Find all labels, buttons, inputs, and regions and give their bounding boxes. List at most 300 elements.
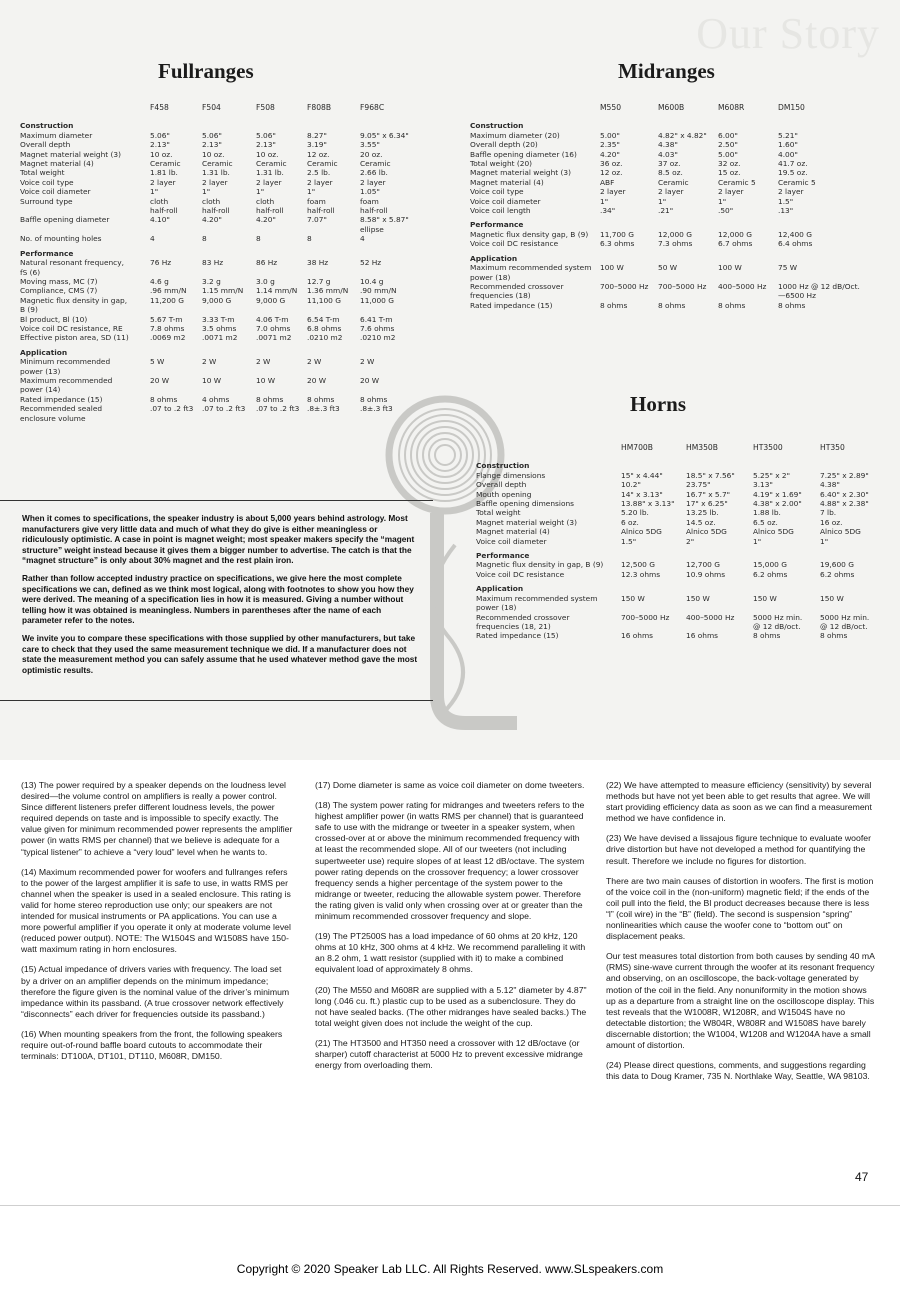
spec-value: 2 layer — [150, 177, 176, 187]
section-row — [470, 116, 890, 130]
model-column-header: F458 — [150, 103, 169, 112]
spec-value: Alnico 5DG — [820, 527, 861, 537]
spec-value: 2 layer — [360, 177, 386, 187]
spec-value: 18.5" x 7.56" — [686, 470, 735, 480]
spec-label: Magnet material (4) — [476, 527, 550, 537]
spec-value: 8 ohms — [360, 394, 388, 404]
spec-value: 5.67 T-m — [150, 314, 183, 324]
spec-row — [20, 168, 440, 177]
spec-value: 8 ohms — [658, 300, 686, 310]
spec-label: Voice coil length — [470, 206, 531, 216]
spec-value: 1.60" — [778, 140, 798, 150]
spec-label: Mouth opening — [476, 489, 532, 499]
spec-value: .90 mm/N — [360, 286, 397, 296]
section-row — [476, 579, 894, 593]
notes-column-1 — [21, 780, 293, 1071]
footnote-paragraph: (22) We have attempted to measure efficiency (sensitivity) by several methods but have not yet been able to get results that agree. We will start providing efficiency data as soon as we can find a measurement method we have confidence in. — [606, 780, 872, 824]
spec-value: 76 Hz — [150, 258, 172, 268]
spec-value: 4.6 g — [150, 276, 169, 286]
spec-value: cloth half-roll — [256, 196, 284, 216]
spec-value: 4.38" — [820, 480, 840, 490]
spec-value: 2 W — [202, 357, 217, 367]
spec-value: 4 — [360, 234, 365, 244]
spec-value: 6.5 oz. — [753, 517, 778, 527]
spec-label: Bl product, Bl (10) — [20, 314, 88, 324]
spec-value: 10 oz. — [202, 149, 225, 159]
spec-value: 6.40" x 2.30" — [820, 489, 869, 499]
spec-value: 7.6 ohms — [360, 323, 395, 333]
spec-value: 7.3 ohms — [658, 239, 693, 249]
spec-value: cloth half-roll — [202, 196, 230, 216]
spec-value: 12,700 G — [686, 560, 720, 570]
spec-value: 5.25" x 2" — [753, 470, 791, 480]
spec-label: Voice coil diameter — [20, 187, 91, 197]
spec-value: 5.06" — [202, 130, 222, 140]
spec-value: Ceramic — [360, 159, 391, 169]
spec-value: 9.05" x 6.34" — [360, 130, 409, 140]
spec-value: Ceramic — [150, 159, 181, 169]
spec-label: Overall depth — [20, 140, 71, 150]
header-spacer — [470, 103, 600, 116]
spec-value: .8±.3 ft3 — [307, 404, 340, 414]
spec-value: 23.75" — [686, 480, 711, 490]
spec-row — [20, 187, 440, 196]
spec-value: 100 W — [600, 263, 624, 273]
spec-row — [20, 258, 440, 277]
spec-value: .8±.3 ft3 — [360, 404, 393, 414]
spec-value: foam half-roll — [360, 196, 388, 216]
spec-value: 10 oz. — [256, 149, 279, 159]
spec-value: 8.5 oz. — [658, 168, 683, 178]
model-column-header: F808B — [307, 103, 332, 112]
spec-value: 6.3 ohms — [600, 239, 635, 249]
spec-label: Magnetic flux density gap, B (9) — [470, 229, 589, 239]
spec-value: .07 to .2 ft3 — [202, 404, 246, 414]
horns-title: Horns — [630, 392, 687, 416]
spec-label: Magnet material weight (3) — [476, 517, 578, 527]
spec-label: Surround type — [20, 196, 73, 206]
spec-value: 8.27" — [307, 130, 327, 140]
model-column-header: F968C — [360, 103, 385, 112]
spec-value: 10.2" — [621, 480, 641, 490]
spec-value: 2.13" — [150, 140, 170, 150]
spec-value: 2 layer — [202, 177, 228, 187]
spec-label: Baffle opening diameter — [20, 215, 110, 225]
spec-row — [20, 159, 440, 168]
spec-row — [20, 324, 440, 333]
model-column-header: M550 — [600, 103, 622, 112]
spec-row — [20, 333, 440, 342]
spec-value: 6.2 ohms — [753, 569, 788, 579]
footnote-paragraph: (18) The system power rating for midranges and tweeters refers to the highest amplifier power (in watts RMS per channel) that is guaranteed safe to use with the midrange or tweeter in a speaker system, when crossed-over at or above the minimum recommended frequency with at least the recommended slope. All of our tweeters (not including supertweeter use) require slopes of at least 12 dB/octave. The system power rating depends on the crossover frequency; a lower crossover frequency sends a higher percentage of the system power to the midrange or tweeter, reducing the allowable system power. Therefore the rating given is valid only when crossing over at or greater than the minimum recommended crossover frequency and slope. — [315, 800, 585, 922]
spec-value: 4.88" x 2.38" — [820, 499, 869, 509]
spec-value: 36 oz. — [600, 159, 623, 169]
spec-value: 7.8 ohms — [150, 323, 185, 333]
spec-value: 1.88 lb. — [753, 508, 781, 518]
spec-value: 1" — [658, 196, 667, 206]
spec-value: 2.66 lb. — [360, 168, 388, 178]
spec-label: Natural resonant frequency, fS (6) — [20, 258, 124, 277]
spec-value: 1.31 lb. — [202, 168, 230, 178]
spec-row — [476, 508, 894, 517]
model-column-header: HT350 — [820, 443, 845, 452]
spec-value: 1" — [718, 196, 727, 206]
spec-label: Recommended crossover frequencies (18, 21) — [476, 612, 570, 631]
spec-value: 700–5000 Hz — [600, 281, 649, 291]
spec-value: 17" x 6.25" — [686, 499, 728, 509]
spec-value: 3.13" — [753, 480, 773, 490]
spec-value: .0071 m2 — [202, 333, 238, 343]
spec-value: 1.14 mm/N — [256, 286, 298, 296]
section-heading: Application — [476, 584, 524, 594]
spec-value: 16 ohms — [686, 631, 719, 641]
footnote-paragraph: Our test measures total distortion from both causes by sending 40 mA (RMS) sine-wave current through the woofer at its resonant frequency and observing, on an oscilloscope, the back-voltage generated by motion of the coil in the field. Any nonuniformity in the motion shows up as a departure from a straight line on the oscilloscope display. This test reveals that the W1008R, W1208R, and W1504S have no detectable distortion; the W804R, W808R and W1508S have barely discernable distortion; the W1004, W1208 and W1204A have a small amount of distortion. — [606, 951, 875, 1050]
spec-label: Magnetic flux density in gap, B (9) — [20, 295, 128, 315]
spec-value: 5 W — [150, 357, 165, 367]
spec-label: Voice coil DC resistance, RE — [20, 323, 123, 333]
spec-label: Magnet material weight (3) — [470, 168, 572, 178]
spec-row — [470, 159, 890, 168]
spec-label: Voice coil type — [470, 187, 524, 197]
spec-value: 10.9 ohms — [686, 569, 726, 579]
spec-value: 12,400 G — [778, 229, 812, 239]
spec-value: 8 — [307, 234, 312, 244]
spec-value: 8 ohms — [718, 300, 746, 310]
ghost-title: Our Story — [696, 9, 880, 58]
footnote-paragraph: (23) We have devised a lissajous figure technique to evaluate woofer drive distortion but have not developed a method for quantifying the result. Therefore we include no figures for distortion. — [606, 833, 871, 866]
spec-value: 4.10" — [150, 215, 170, 225]
spec-value: 100 W — [718, 263, 742, 273]
spec-label: Baffle opening dimensions — [476, 499, 574, 509]
model-column-header: M600B — [658, 103, 685, 112]
spec-label: Recommended sealed enclosure volume — [20, 404, 103, 423]
spec-value: 32 oz. — [718, 159, 741, 169]
spec-value: 11,100 G — [307, 295, 341, 305]
spec-value: 8 ohms — [307, 394, 335, 404]
spec-row — [476, 527, 894, 536]
spec-label: Magnet material (4) — [470, 177, 544, 187]
spec-row — [20, 150, 440, 159]
spec-value: 2 layer — [256, 177, 282, 187]
spec-value: 1" — [150, 187, 159, 197]
section-row — [476, 546, 894, 560]
spec-value: 1.5" — [621, 536, 637, 546]
spec-value: 20 W — [360, 375, 380, 385]
spec-value: 5.06" — [256, 130, 276, 140]
spec-value: 2.35" — [600, 140, 620, 150]
spec-label: Magnetic flux density in gap, B (9) — [476, 560, 604, 570]
spec-value: 8 ohms — [256, 394, 284, 404]
spec-value: ABF — [600, 177, 615, 187]
page-number: 47 — [855, 1170, 869, 1184]
spec-value: 9,000 G — [256, 295, 286, 305]
spec-value: 400–5000 Hz — [686, 612, 735, 622]
spec-value: 11,200 G — [150, 295, 184, 305]
spec-value: 14" x 3.13" — [621, 489, 663, 499]
spec-label: Maximum diameter — [20, 130, 93, 140]
section-heading: Performance — [470, 220, 524, 230]
spec-value: 2.5 lb. — [307, 168, 331, 178]
spec-label: Total weight — [20, 168, 65, 178]
spec-value: 10 W — [256, 375, 276, 385]
spec-value: Ceramic — [658, 177, 689, 187]
spec-row — [476, 537, 894, 546]
spec-value: 4.00" — [778, 149, 798, 159]
spec-value: 8 ohms — [820, 631, 848, 641]
spec-value: 7.07" — [307, 215, 327, 225]
spec-row — [470, 168, 890, 177]
spec-value: 20 oz. — [360, 149, 383, 159]
spec-value: 10 oz. — [150, 149, 173, 159]
spec-value: Alnico 5DG — [621, 527, 662, 537]
spec-value: 2 W — [360, 357, 375, 367]
spec-row — [20, 315, 440, 324]
spec-row — [476, 490, 894, 499]
spec-value: 12 oz. — [307, 149, 330, 159]
spec-value: .96 mm/N — [150, 286, 187, 296]
spec-label: Total weight (20) — [470, 159, 533, 169]
spec-label: Voice coil DC resistance — [470, 239, 559, 249]
notes-column-3 — [606, 780, 878, 1091]
spec-label: Overall depth — [476, 480, 527, 490]
spec-value: 83 Hz — [202, 258, 224, 268]
spec-value: 12,000 G — [718, 229, 752, 239]
spec-value: 150 W — [820, 593, 844, 603]
spec-row — [20, 357, 440, 376]
spec-value: 12,000 G — [658, 229, 692, 239]
spec-value: 150 W — [753, 593, 777, 603]
spec-row — [470, 178, 890, 187]
spec-row — [470, 187, 890, 196]
spec-value: 1" — [307, 187, 316, 197]
spec-value: 1" — [753, 536, 762, 546]
spec-value: Ceramic 5 — [778, 177, 816, 187]
spec-row — [470, 230, 890, 239]
spec-value: 2 layer — [600, 187, 626, 197]
footnote-paragraph: (19) The PT2500S has a load impedance of 60 ohms at 20 kHz, 120 ohms at 10 kHz, 300 ohms at 4 kHz. We recommend paralleling it with an 8.2 ohm, 1 watt resistor (supplied with it) to make a combined equivalent load of approximately 8 ohms. — [315, 931, 586, 975]
spec-label: Voice coil DC resistance — [476, 569, 565, 579]
spec-row — [470, 263, 890, 282]
spec-value: 16.7" x 5.7" — [686, 489, 731, 499]
spec-value: 15 oz. — [718, 168, 741, 178]
spec-label: Rated impedance (15) — [476, 631, 559, 641]
spec-value: 4.20" — [600, 149, 620, 159]
footnote-paragraph: There are two main causes of distortion in woofers. The first is motion of the voice coil in the (non-uniform) magnetic field; if the ends of the coil pull into the field, the Bl product decreases because there is less “l” (coil wire) in the “B” (field). The second is suspension “spring” nonlinearities which cause the woofer cone to “bottom out” on displacement peaks. — [606, 875, 874, 942]
spec-value: 10 W — [202, 375, 222, 385]
section-heading: Application — [20, 347, 68, 357]
spec-value: 8 ohms — [753, 631, 781, 641]
footer-rule — [0, 1205, 900, 1206]
spec-value: Ceramic 5 — [718, 177, 756, 187]
spec-value: .50" — [718, 206, 734, 216]
spec-value: 1.81 lb. — [150, 168, 178, 178]
spec-value: .34" — [600, 206, 616, 216]
spec-value: 3.55" — [360, 140, 380, 150]
spec-value: 6.8 ohms — [307, 323, 342, 333]
intro-paragraph: We invite you to compare these specifications with those supplied by other manufacturers, but take care to check that they used the same measurement technique we did. If a manufacturer does not state the measurement method you can safely assume that he used whatever method gave the most optimistic results. — [22, 632, 418, 675]
spec-row — [20, 215, 440, 234]
spec-value: 5.06" — [150, 130, 170, 140]
spec-row — [476, 471, 894, 480]
spec-value: Alnico 5DG — [686, 527, 727, 537]
spec-value: 4.06 T-m — [256, 314, 289, 324]
spec-value: 2 W — [256, 357, 271, 367]
spec-value: 1.05" — [360, 187, 380, 197]
spec-row — [20, 376, 440, 395]
spec-value: 38 Hz — [307, 258, 329, 268]
spec-row — [20, 140, 440, 149]
spec-value: 4.20" — [202, 215, 222, 225]
spec-row — [476, 518, 894, 527]
spec-value: 6.4 ohms — [778, 239, 813, 249]
model-column-header: HM700B — [621, 443, 653, 452]
spec-value: Ceramic — [202, 159, 233, 169]
spec-value: Ceramic — [307, 159, 338, 169]
spec-value: 11,700 G — [600, 229, 634, 239]
spec-value: 3.33 T-m — [202, 314, 235, 324]
spec-value: .21" — [658, 206, 674, 216]
spec-value: 86 Hz — [256, 258, 278, 268]
spec-label: Maximum diameter (20) — [470, 130, 560, 140]
section-heading: Application — [470, 253, 518, 263]
spec-value: 6.2 ohms — [820, 569, 855, 579]
intro-top-rule — [0, 500, 433, 501]
spec-label: Moving mass, MC (7) — [20, 276, 98, 286]
spec-label: Voice coil type — [20, 177, 74, 187]
spec-row — [20, 131, 440, 140]
intro-text — [22, 513, 422, 682]
spec-value: 150 W — [686, 593, 710, 603]
header-spacer — [20, 103, 150, 116]
model-column-header: HT3500 — [753, 443, 783, 452]
spec-value: 41.7 oz. — [778, 159, 808, 169]
spec-value: 37 oz. — [658, 159, 681, 169]
model-column-header: DM150 — [778, 103, 805, 112]
spec-label: Voice coil diameter — [476, 536, 547, 546]
spec-label: Flange dimensions — [476, 470, 546, 480]
spec-value: 6.00" — [718, 130, 738, 140]
spec-value: 1" — [820, 536, 829, 546]
spec-value: 8 — [202, 234, 207, 244]
spec-row — [20, 296, 440, 315]
spec-label: Rated impedance (15) — [470, 300, 553, 310]
fullranges-spec-table — [20, 103, 440, 423]
intro-bottom-rule — [0, 700, 433, 701]
spec-value: 1" — [256, 187, 265, 197]
spec-row — [476, 594, 894, 613]
spec-value: 150 W — [621, 593, 645, 603]
spec-value: .13" — [778, 206, 794, 216]
spec-value: 7.0 ohms — [256, 323, 291, 333]
spec-value: .0210 m2 — [360, 333, 396, 343]
intro-paragraph: Rather than follow accepted industry practice on specifications, we give here the most complete specifications we can, defined as we think most logical, along with footnotes to show you how they were derived. The meaning of a specification lies in how it is measured. Giving a number without telling how it was obtained is meaningless. Numbers in parentheses after the name of each parameter refer to the notes. — [22, 572, 414, 626]
footnote-paragraph: (16) When mounting speakers from the front, the following speakers require out-of-round baffle board cutouts to accommodate their terminals: DT100A, DT101, DT110, M608R, DM150. — [21, 1028, 283, 1062]
spec-value: 8 — [256, 234, 261, 244]
spec-row — [470, 206, 890, 215]
spec-value: 4.03" — [658, 149, 678, 159]
midranges-title: Midranges — [618, 59, 715, 83]
spec-value: 3.19" — [307, 140, 327, 150]
section-row — [470, 249, 890, 263]
spec-value: 1.31 lb. — [256, 168, 284, 178]
spec-label: Total weight — [476, 508, 521, 518]
spec-value: 2.50" — [718, 140, 738, 150]
model-column-header: F504 — [202, 103, 221, 112]
spec-value: 15,000 G — [753, 560, 787, 570]
spec-value: 2 layer — [718, 187, 744, 197]
spec-label: Voice coil diameter — [470, 196, 541, 206]
spec-value: 4.38" — [658, 140, 678, 150]
section-heading: Construction — [20, 121, 74, 131]
spec-value: 1000 Hz @ 12 dB/Oct. —6500 Hz — [778, 281, 860, 301]
spec-value: 700–5000 Hz — [621, 612, 670, 622]
section-heading: Performance — [20, 248, 74, 258]
spec-value: 4 — [150, 234, 155, 244]
spec-value: .0210 m2 — [307, 333, 343, 343]
footnote-paragraph: (15) Actual impedance of drivers varies with frequency. The load set by a driver on an amplifier depends on the minimum impedance; therefore the figure given is the nominal value of the driver’s minimum impedance within its passband. (A true crossover network effectively “disconnects” each driver for frequencies outside its passband.) — [21, 964, 290, 1019]
spec-value: 19.5 oz. — [778, 168, 808, 178]
spec-label: Effective piston area, SD (11) — [20, 333, 129, 343]
spec-row — [20, 197, 440, 216]
spec-value: 2 layer — [658, 187, 684, 197]
spec-row — [470, 301, 890, 310]
footnote-paragraph: (20) The M550 and M608R are supplied with a 5.12" diameter by 4.87" long (.046 cu. ft.) plastic cup to be used as a subenclosure. They do not have sealed backs. (The other midranges have sealed backs.) The total weight given does not include the weight of the cup. — [315, 984, 587, 1028]
spec-value: 16 ohms — [621, 631, 654, 641]
spec-value: 7 lb. — [820, 508, 837, 518]
fullranges-title: Fullranges — [158, 59, 254, 83]
section-heading: Performance — [476, 551, 530, 561]
spec-row — [20, 277, 440, 286]
spec-value: 3.2 g — [202, 276, 221, 286]
spec-row — [20, 178, 440, 187]
header-spacer — [476, 443, 621, 456]
spec-row — [20, 234, 440, 243]
spec-value: 12.3 ohms — [621, 569, 661, 579]
spec-label: Recommended crossover frequencies (18) — [470, 281, 564, 301]
spec-value: 4.38" x 2.00" — [753, 499, 802, 509]
spec-value: 2.13" — [202, 140, 222, 150]
spec-row — [476, 631, 894, 640]
spec-value: 12 oz. — [600, 168, 623, 178]
spec-value: .07 to .2 ft3 — [256, 404, 300, 414]
spec-label: Magnet material (4) — [20, 159, 94, 169]
intro-paragraph: When it comes to specifications, the speaker industry is about 5,000 years behind astrology. Most manufacturers give very little data and much of what they do give is either meaningless or ridiculously optimistic. A case in point is magnet weight; most speaker makers specify the “magent structure” weight instead because it gives them a bigger number to advertise. The catch is that the “magnet structure” is only about 30% magnet and the rest plain iron. — [22, 513, 415, 566]
spec-value: 4 ohms — [202, 394, 230, 404]
spec-value: 8 ohms — [778, 300, 806, 310]
horns-spec-table — [476, 443, 894, 641]
spec-value: Alnico 5DG — [753, 527, 794, 537]
spec-value: 19,600 G — [820, 560, 854, 570]
section-row — [20, 343, 440, 357]
spec-label: Baffle opening diameter (16) — [470, 149, 577, 159]
spec-value: 1" — [202, 187, 211, 197]
spec-value: 20 W — [150, 375, 170, 385]
spec-value: 2 layer — [778, 187, 804, 197]
model-column-header: F508 — [256, 103, 275, 112]
spec-row — [470, 140, 890, 149]
spec-label: Maximum recommended power (14) — [20, 375, 113, 395]
spec-value: cloth half-roll — [150, 196, 178, 216]
spec-label: Compliance, CMS (7) — [20, 286, 98, 296]
spec-value: foam half-roll — [307, 196, 335, 216]
spec-row — [476, 560, 894, 569]
spec-value: 52 Hz — [360, 258, 382, 268]
spec-label: Minimum recommended power (13) — [20, 357, 111, 376]
section-row — [470, 215, 890, 229]
spec-value: 13.88" x 3.13" — [621, 499, 675, 509]
spec-row — [470, 239, 890, 248]
spec-row — [470, 197, 890, 206]
